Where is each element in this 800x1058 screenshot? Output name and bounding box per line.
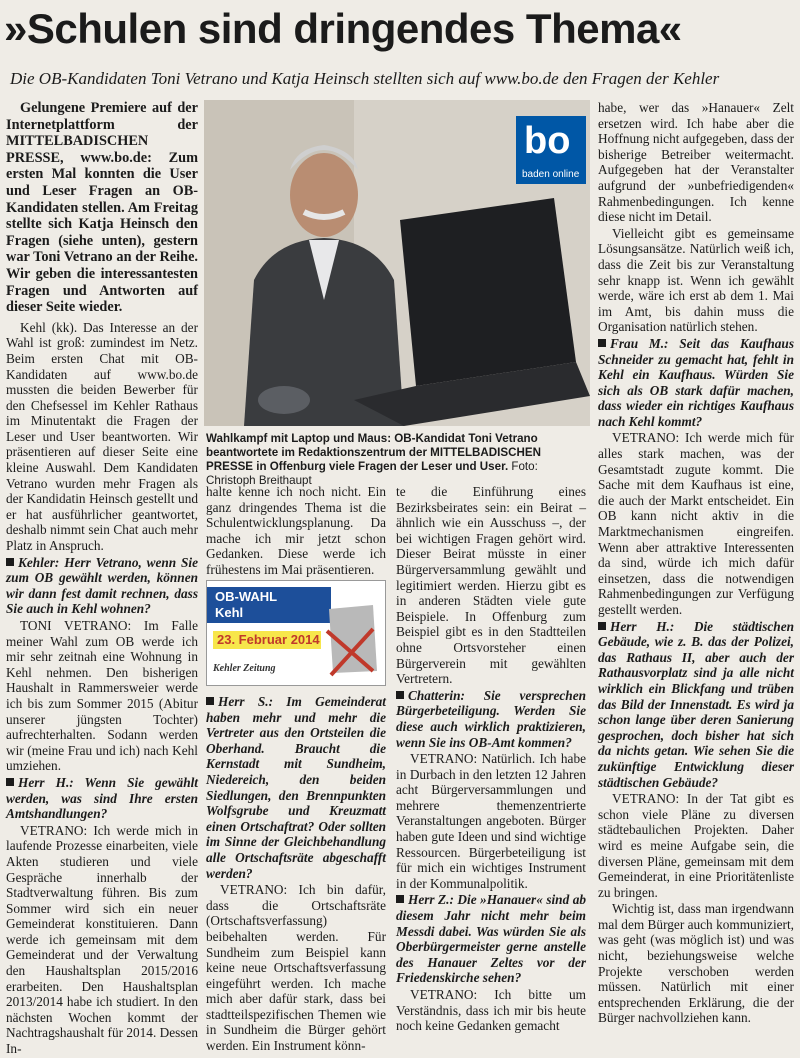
answer-continued: habe, wer das »Hanauer« Zelt ersetzen wird. Ich habe aber die Hoffnung nicht aufgegeben, dass der bisherige Betreiber weitermacht. Aufgegeben hat der Veranstalter aufgrund der »unbefriedigenden« Rahmenbedingungen. Ich kenne diese nicht im Detail. xyxy=(598,100,794,225)
lead-paragraph: Gelungene Premiere auf der Internetplattform der MITTELBADISCHEN PRESSE, www.bo.de: Zum ersten Mal konnten die User und Leser Fragen an OB-Kandidaten stellen. Am Freitag stellte sich Katja Heinsch den Fragen (siehe unten), gestern war Toni Vetrano an der Reihe. Wir geben die interessantesten Fragen und Antworten auf dieser Seite wieder. xyxy=(6,100,198,316)
photo-credit: Foto: Christoph Breithaupt xyxy=(206,460,538,487)
answer: Vielleicht gibt es gemeinsame Lösungsansätze. Natürlich weiß ich, dass die Zeit bis zur Veranstaltung sehr knapp ist. Wenn ich gewählt werde, wäre ich erst ab dem 1. Mai im Amt, bis dahin muss die Organisation natürlich stehen. xyxy=(598,225,794,335)
answer: TONI VETRANO: Im Falle meiner Wahl zum OB werde ich mir sehr zeitnah eine Wohnung in Kehl nehmen. Den bisherigen Haushalt in Rammersweier werde ich bis zum Sommer 2015 (Abitur unserer jüngsten Tochter) aufrechterhalten. Sodann werden wir (meine Frau und ich) nach Kehl umziehen. xyxy=(6,618,198,774)
question: Herr H.: Wenn Sie gewählt werden, was sind Ihre ersten Amtshandlungen? xyxy=(6,774,198,822)
answer-continued: te die Einführung eines Bezirksbeirates sein: ein Beirat – ähnlich wie ein Ausschuss –, der bei wichtigen Fragen gehört wird. Dieser Beirat müsste in einer Bürgerversammlung gewählt und legitimiert werden. Hierzu gibt es in anderen Städten viele gute Beispiele. In Offenburg zum Beispiel gibt es in den Stadtteilen ohne Ortsvorsteher einen Bürgerverein mit gewählten Vertretern. xyxy=(396,484,586,687)
bo-logo-text: bo xyxy=(524,120,571,162)
bullet-icon xyxy=(6,558,14,566)
answer: VETRANO: Natürlich. Ich habe in Durbach in den letzten 12 Jahren acht Bürgerversammlungen und mehrere themenzentrierte Veranstaltungen angeboten. Bürger haben gute Ideen und sind wichtige Ressourcen. Bürgerbeteiligung ist für mich ein wichtiges Instrument in der Kommunalpolitik. xyxy=(396,751,586,891)
intro-paragraph: Kehl (kk). Das Interesse an der Wahl ist groß: zumindest im Netz. Beim ersten Chat mit OB-Kandidaten auf www.bo.de mussten die beiden Bewerber für den Chefsessel im Kehler Rathaus im Minutentakt die Fragen der Leser und User beantworten. Wir präsentieren auf dieser Seite eine kleine Auswahl. Dem Kandidaten Vetrano wurden mehr Fragen als der Kandidatin Heinsch gestellt und er hat ausführlicher geantwortet, deshalb nimmt sein Chat auch mehr Platz in Anspruch. xyxy=(6,319,198,554)
subheadline: Die OB-Kandidaten Toni Vetrano und Katja Heinsch stellten sich auf www.bo.de den Fragen der Kehler xyxy=(10,69,720,88)
answer: VETRANO: Ich werde mich in laufende Prozesse einarbeiten, viele Akten studieren und viele Gespräche innerhalb der Stadtverwaltung führen. Bis zum Sommer wird sich ein neuer Gemeinderat konstituieren. Dann werde ich gemeinsam mit dem Gemeinderat und der Verwaltung den Haushaltsplan 2015/2016 erarbeiten. Den Haushaltsplan 2013/2014 habe ich studiert. In den nächsten Wochen kommt der Nachtragshaushalt für 2014. Dessen In- xyxy=(6,822,199,1057)
question: Chatterin: Sie versprechen Bürgerbeteiligung. Werden Sie diese auch wirklich praktizieren, wenn Sie ins OB-Amt kommen? xyxy=(396,687,586,750)
bullet-icon xyxy=(598,339,606,347)
answer: VETRANO: Ich bin dafür, dass die Ortschaftsräte (Ortschaftsverfassung) beibehalten werden. Für Sundheim zum Beispiel kann keine neue Ortschaftsverfassung eingeführt werden. Ich mache mich aber dafür stark, dass bei stadtteilspezifischen Themen wie in Sundheim die Bürger gehört werden. Ein Instrument könn- xyxy=(206,882,386,1054)
answer: Wichtig ist, dass man irgendwann mal dem Bürger auch kommuniziert, was geht (was möglich ist) und was nicht, beziehungsweise welche Projekte verschoben werden müssen. Natürlich mit einer entsprechenden Erklärung, die der Bürger nachvollziehen kann. xyxy=(598,901,794,1026)
bullet-icon xyxy=(396,691,404,699)
question: Herr H.: Die städtischen Gebäude, wie z. B. das der Polizei, das Rathaus II, aber auch der Rathausvorplatz sind ja alle nicht wirklich ein Blickfang und trüben das Bild der Innenstadt. Es wird ja schon lange über deren Sanierung gesprochen, doch bisher hat sich da nichts getan. Wie sehen Sie die zukünftige Entwicklung dieser städtischen Gebäude? xyxy=(598,618,794,790)
caption-text: Wahlkampf mit Laptop und Maus: OB-Kandidat Toni Vetrano beantwortete im Redaktionszentrum der MITTELBADISCHEN PRESSE in Offenburg viele Fragen der Leser und User. xyxy=(206,432,541,473)
answer: VETRANO: Ich werde mich für alles stark machen, was der Gesamtstadt zugute kommt. Die Sache mit dem Kaufhaus ist eine, die auch der Markt entscheidet. Ein OB kann nicht aktiv in die Marktmechanismen eingreifen. Wenn aber attraktive Interessenten da sind, würde ich mich dafür einsetzen, dass die notwendigen Rahmenbedingungen zur Verfügung gestellt werden. xyxy=(598,430,794,617)
photo-caption xyxy=(206,432,590,488)
bo-logo-subtext: baden online xyxy=(522,169,580,180)
ob-wahl-paper: Kehler Zeitung xyxy=(213,663,276,674)
column-2-lower xyxy=(206,694,386,1055)
ob-wahl-title xyxy=(207,587,331,623)
photo-candidate-laptop xyxy=(204,100,590,426)
question: Herr Z.: Die »Hanauer« sind ab diesem Jahr nicht mehr beim Messdi dabei. Was würden Sie als Oberbürgermeister gerne anstelle des Hanauer Zeltes vor der Friedenskirche sehen? xyxy=(396,892,586,986)
bo-logo xyxy=(516,116,586,184)
ob-wahl-city: Kehl xyxy=(215,605,244,620)
column-3 xyxy=(396,484,586,1035)
column-4 xyxy=(598,100,794,1027)
bullet-icon xyxy=(206,697,214,705)
headline: »Schulen sind dringendes Thema« xyxy=(4,5,682,52)
answer-continued: halte kenne ich noch nicht. Ein ganz dringendes Thema ist die Schulentwicklungsplanung. Da mache ich mir jetzt schon Gedanken. Diese werde ich frühestens im Mai präsentieren. xyxy=(206,484,386,577)
question: Frau M.: Seit das Kaufhaus Schneider zu gemacht hat, fehlt in Kehl ein Kaufhaus. Würden Sie sich als OB stark dafür machen, dass wieder ein richtiges Kaufhaus nach Kehl kommt? xyxy=(598,335,794,429)
question: Herr S.: Im Gemeinderat haben mehr und mehr die Vertreter aus den Ortsteilen die Oberhand. Braucht die Kernstadt mit Sundheim, Niedereich, den beiden Siedlungen, den Brennpunkten Wolfsgrube und Kreuzmatt einen Ortschaftrat? Oder sollten im Sinne der Gleichbehandlung alle Ortschaftsräte abgeschafft werden? xyxy=(206,694,386,881)
answer: VETRANO: Ich bitte um Verständnis, dass ich mir bis heute noch keine Gedanken gemacht xyxy=(396,987,586,1034)
question: Kehler: Herr Vetrano, wenn Sie zum OB gewählt werden, können wir dann fest damit rechnen, dass Sie auch in Kehl wohnen? xyxy=(6,554,198,617)
ob-wahl-label: OB-WAHL xyxy=(215,589,278,604)
column-2 xyxy=(206,484,386,579)
bullet-icon xyxy=(396,895,404,903)
column-1 xyxy=(6,100,198,1058)
ob-wahl-box xyxy=(206,580,386,686)
ballot-cross-icon xyxy=(323,601,381,677)
answer: VETRANO: In der Tat gibt es schon viele Pläne zu diversen städtebaulichen Projekten. Daher wird es meine Aufgabe sein, die diversen Pläne, gemeinsam mit dem Gemeinderat, in eine Prioritätenliste zu bringen. xyxy=(598,791,794,900)
bullet-icon xyxy=(598,622,606,630)
bullet-icon xyxy=(6,778,14,786)
ob-wahl-date: 23. Februar 2014 xyxy=(213,631,321,649)
